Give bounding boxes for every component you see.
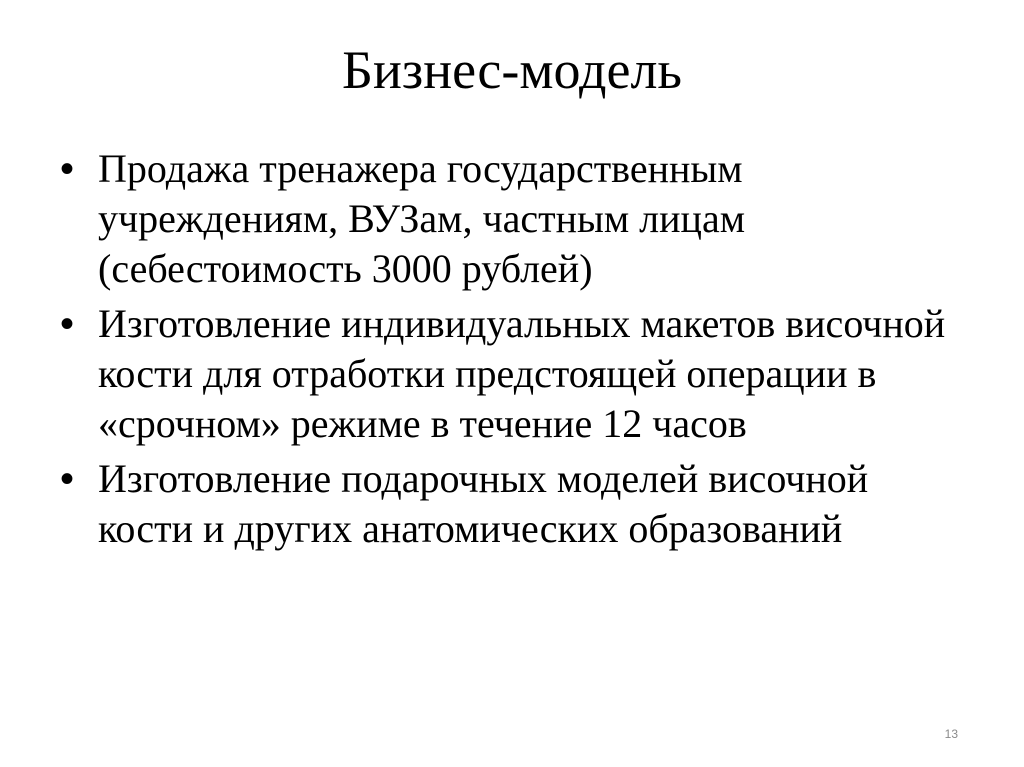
bullet-text: Продажа тренажера государственным учреждениям, ВУЗам, частным лицам (себестоимость 3000 рублей) [98, 146, 746, 291]
bullet-icon: • [60, 457, 75, 501]
bullet-icon: • [60, 147, 75, 191]
bullet-item [60, 454, 960, 554]
bullet-item [60, 144, 960, 294]
slide-number: 13 [944, 727, 958, 741]
bullet-text: Изготовление индивидуальных макетов височной кости для отработки предстоящей операции в «срочном» режиме в течение 12 часов [98, 301, 946, 446]
bullet-item [60, 299, 960, 449]
bullet-text: Изготовление подарочных моделей височной кости и других анатомических образований [98, 456, 869, 551]
bullet-list [60, 144, 960, 559]
slide-title: Бизнес-модель [341, 40, 683, 100]
bullet-icon: • [60, 302, 75, 346]
